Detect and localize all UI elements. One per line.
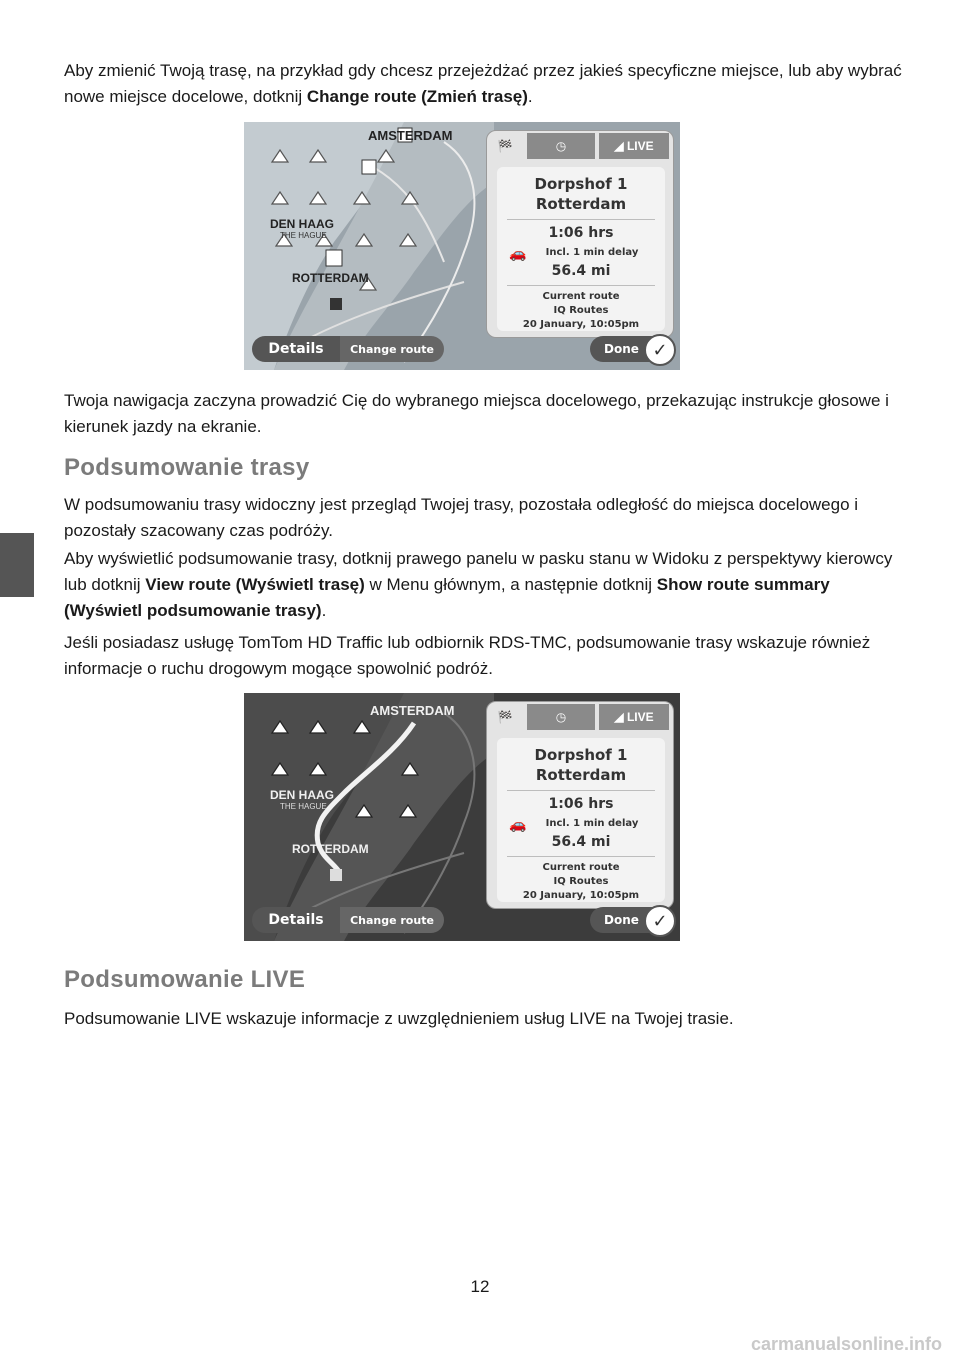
change-route-button[interactable]: Change route (340, 336, 444, 362)
live-summary-paragraph: Podsumowanie LIVE wskazuje informacje z uwzględnieniem usług LIVE na Twojej trasie. (64, 1009, 734, 1028)
travel-time: 1:06 hrs (548, 796, 614, 812)
divider (507, 285, 655, 286)
p2-text-a: Aby wyświetlić podsumowanie trasy, dotknij prawego panelu w pasku stanu w Widoku z perspektywy kierowcy lub dotknij (64, 549, 893, 594)
checkered-flag-icon[interactable]: 🏁 (491, 704, 519, 730)
done-label: Done (604, 342, 639, 356)
intro-paragraph (64, 58, 904, 110)
destination-line-1: Dorpshof 1 (534, 746, 628, 764)
route-date: 20 January, 10:05pm (522, 890, 640, 901)
car-icon: 🚗 (509, 816, 527, 832)
divider (507, 219, 655, 220)
done-button[interactable] (590, 336, 674, 362)
chapter-tab (0, 533, 34, 597)
city-label-denhaag: DEN HAAG (270, 788, 335, 802)
done-button[interactable] (590, 907, 674, 933)
summary-card (497, 167, 665, 331)
divider (507, 856, 655, 857)
done-label: Done (604, 913, 639, 927)
city-label-amsterdam: AMSTERDAM (370, 703, 455, 718)
destination-line-2: Rotterdam (535, 766, 627, 784)
tab-live[interactable] (599, 133, 669, 159)
signal-icon: ◢ (614, 710, 624, 724)
distance: 56.4 mi (551, 263, 611, 279)
page-number: 12 (470, 1277, 490, 1296)
checkmark-icon: ✓ (644, 905, 676, 937)
city-label-denhaag: DEN HAAG (270, 217, 335, 231)
distance: 56.4 mi (551, 834, 611, 850)
p2-text-c: w Menu głównym, a następnie dotknij (364, 575, 657, 594)
city-label-amsterdam: AMSTERDAM (368, 128, 453, 143)
route-summary-paragraph-1: W podsumowaniu trasy widoczny jest przegląd Twojej trasy, pozostała odległość do miejsca docelowego i pozostały szacowany czas podróży. (64, 495, 859, 540)
checkered-flag-icon[interactable]: 🏁 (491, 133, 519, 159)
tab-live-label: LIVE (626, 710, 654, 724)
p2-text-d: . (321, 601, 327, 620)
summary-card (497, 738, 665, 902)
route-screenshot-2 (244, 693, 680, 941)
intro-text: Aby zmienić Twoją trasę, na przykład gdy chcesz przejeżdżać przez jakieś specyficzne miejsce, lub aby wybrać nowe miejsce docelowe, dotknij (64, 61, 902, 106)
p2-bold-show-summary: Show route summary (Wyświetl podsumowanie trasy) (64, 575, 830, 620)
delay-info: Incl. 1 min delay (545, 247, 639, 258)
intro-bold: Change route (Zmień trasę) (306, 87, 528, 106)
navigation-paragraph: Twoja nawigacja zaczyna prowadzić Cię do wybranego miejsca docelowego, przekazując instrukcje głosowe i kierunek jazdy na ekranie. (64, 391, 889, 436)
city-label-thehague: THE HAGUE (280, 802, 327, 811)
section-heading-route-summary: Podsumowanie trasy (64, 454, 310, 481)
signal-icon: ◢ (614, 139, 624, 153)
tab-live-label: LIVE (626, 139, 654, 153)
intro-end: . (527, 87, 533, 106)
section-heading-live-summary: Podsumowanie LIVE (64, 966, 306, 993)
route-summary-paragraph-3: Jeśli posiadasz usługę TomTom HD Traffic lub odbiornik RDS-TMC, podsumowanie trasy wskazuje również informacje o ruchu drogowym mogące spowolnić podróż. (64, 633, 871, 678)
route-summary-panel[interactable] (486, 701, 674, 909)
divider (507, 790, 655, 791)
tab-live[interactable] (599, 704, 669, 730)
route-label: Current route (542, 291, 620, 302)
city-label-thehague: THE HAGUE (280, 231, 327, 240)
clock-icon[interactable]: ◷ (527, 704, 595, 730)
route-summary-panel[interactable] (486, 130, 674, 338)
details-button[interactable]: Details (252, 336, 340, 362)
route-screenshot-1 (244, 122, 680, 370)
change-route-button[interactable]: Change route (340, 907, 444, 933)
p2-bold-view-route: View route (Wyświetl trasę) (145, 575, 365, 594)
route-type: IQ Routes (553, 305, 609, 316)
car-icon: 🚗 (509, 245, 527, 261)
route-summary-paragraph-2 (64, 546, 904, 624)
clock-icon[interactable]: ◷ (527, 133, 595, 159)
city-label-rotterdam: ROTTERDAM (292, 842, 369, 856)
delay-info: Incl. 1 min delay (545, 818, 639, 829)
route-label: Current route (542, 862, 620, 873)
travel-time: 1:06 hrs (548, 225, 614, 241)
watermark: carmanualsonline.info (750, 1334, 942, 1354)
city-label-rotterdam: ROTTERDAM (292, 271, 369, 285)
destination-line-2: Rotterdam (535, 195, 627, 213)
route-type: IQ Routes (553, 876, 609, 887)
details-button[interactable]: Details (252, 907, 340, 933)
route-date: 20 January, 10:05pm (522, 319, 640, 330)
destination-line-1: Dorpshof 1 (534, 175, 628, 193)
checkmark-icon: ✓ (644, 334, 676, 366)
